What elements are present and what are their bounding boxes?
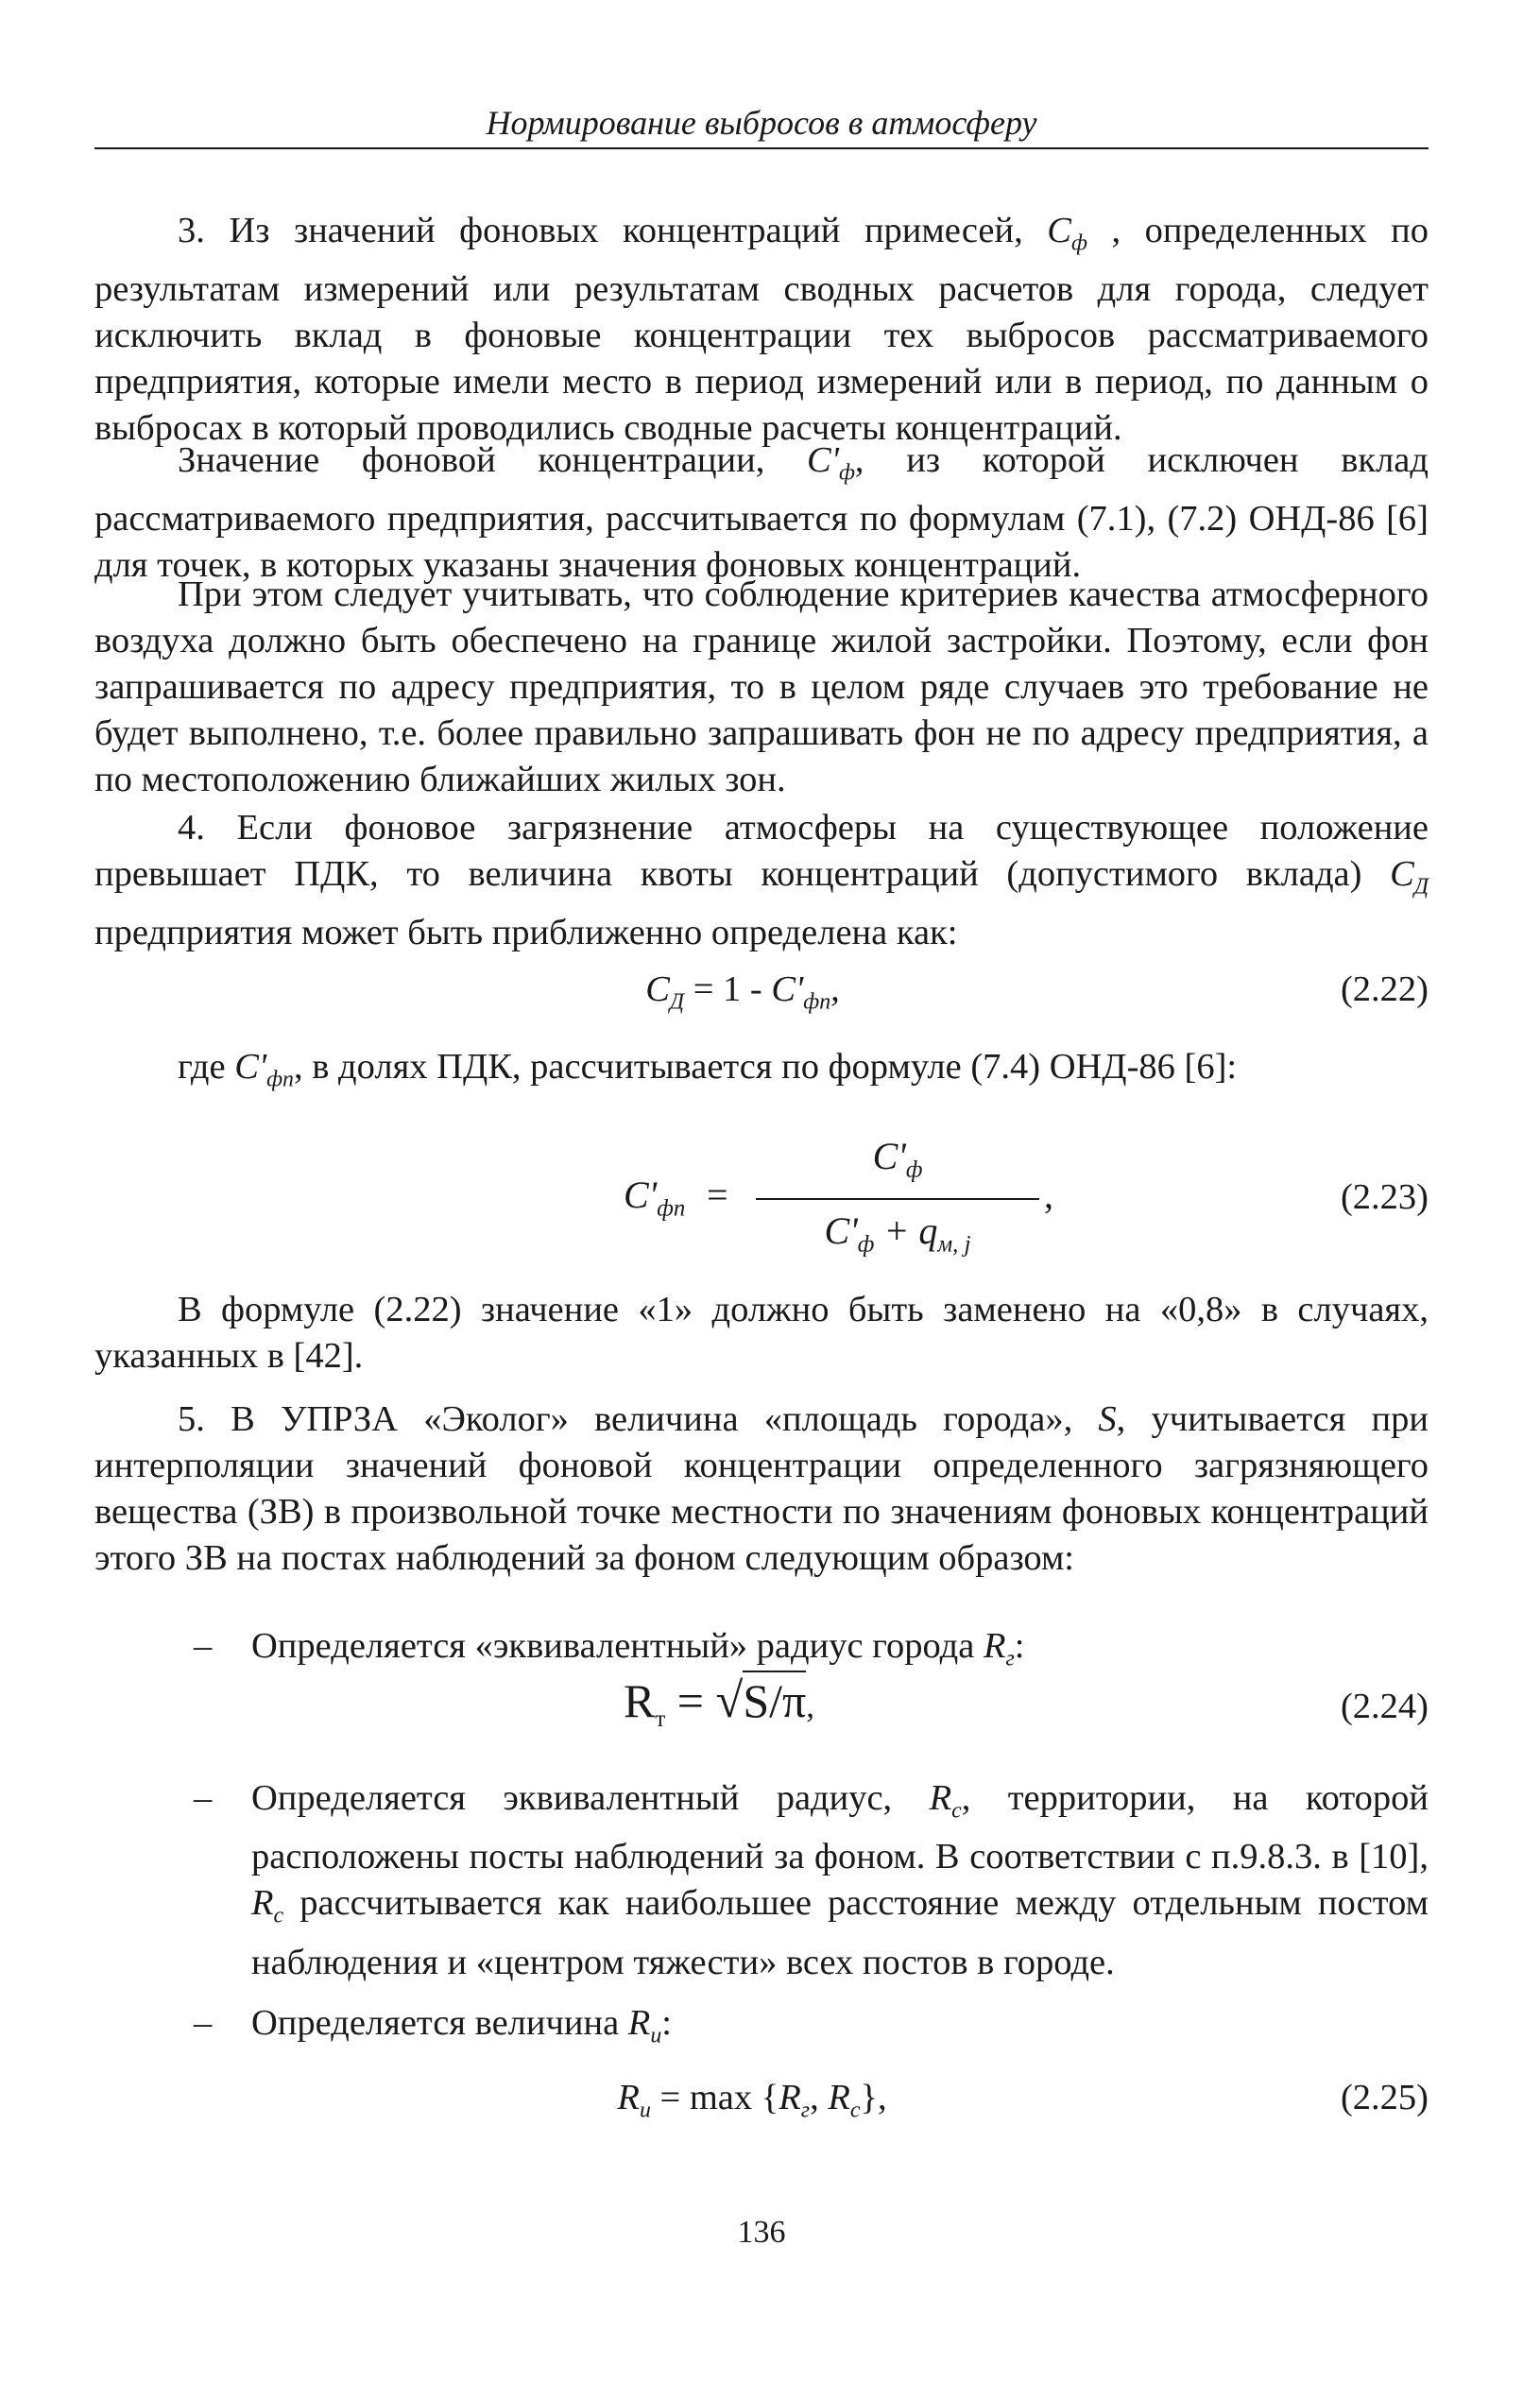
symbol-r: R	[624, 1674, 656, 1727]
paragraph-criteria: При этом следует учитывать, что соблюдение критериев качества атмосферного воздуха должно быть обеспечено на границе жилой застройки. Поэтому, если фон запрашивается по адресу предприятия, то в целом ряде случаев это требование не будет выполнено, т.е. более правильно запрашивать фон не по адресу предприятия, а по местоположению ближайших жилых зон.	[94, 574, 1429, 799]
symbol-r: R	[251, 1883, 274, 1924]
symbol-r: R	[617, 2078, 640, 2117]
subscript: фп	[657, 1195, 686, 1222]
text-run: предприятия может быть приближенно определена как:	[94, 913, 958, 953]
text-run: где	[178, 1047, 235, 1087]
symbol-c-prime: C'	[872, 1135, 906, 1177]
symbol-c: C	[645, 969, 670, 1009]
subscript: с	[273, 1903, 284, 1928]
list-dash: –	[194, 1626, 213, 1666]
equation-number: (2.22)	[1340, 969, 1429, 1009]
paragraph-4	[94, 805, 1429, 956]
symbol-r: R	[828, 2078, 850, 2117]
text-run: 5. В УПРЗА «Эколог» величина «площадь города»,	[178, 1399, 1099, 1439]
sqrt-icon: √	[715, 1673, 744, 1728]
equation-number: (2.23)	[1340, 1177, 1429, 1217]
symbol-c: C	[1390, 854, 1414, 894]
subscript: ф	[1070, 231, 1087, 256]
fraction-denominator	[756, 1208, 1039, 1259]
radicand: S/π	[743, 1671, 806, 1727]
formula-2-25: $R_и = \max \{R_г$, $R_с$}, (2.25)	[617, 2078, 1429, 2123]
paragraph-5	[94, 1397, 1429, 1582]
subscript: с	[849, 2098, 861, 2123]
list-item-text	[251, 1775, 1429, 1986]
formula-operator: = max {	[650, 2078, 779, 2117]
symbol-r: R	[929, 1778, 952, 1818]
subscript: Д	[669, 989, 685, 1015]
list-item	[94, 2000, 1429, 2048]
text-run: Определяется величина	[251, 2003, 628, 2043]
formula-2-24	[94, 1672, 1429, 1739]
subscript: г	[1005, 1646, 1015, 1671]
text-run: , территории, на которой расположены посты наблюдений за фоном. В соответствии с п.9.8.3. в [10],	[251, 1778, 1429, 1877]
paragraph-where	[178, 1044, 1429, 1103]
formula-operator: =	[665, 1674, 716, 1727]
fraction-lhs	[624, 1173, 685, 1223]
formula-punct: },	[860, 2078, 887, 2117]
text-run: 3. Из значений фоновых концентраций примесей,	[178, 211, 1048, 250]
text-run: Значение фоновой концентрации,	[178, 440, 808, 480]
text-run: 4. Если фоновое загрязнение атмосферы на существующее положение превышает ПДК, то величина квоты концентраций (допустимого вклада)	[94, 808, 1429, 894]
paragraph-formula-note: В формуле (2.22) значение «1» должно быть заменено на «0,8» в случаях, указанных в [42].	[94, 1290, 1429, 1376]
formula-2-24-body	[624, 1672, 814, 1733]
subscript: фп	[803, 989, 831, 1015]
equation-number: (2.25)	[1340, 2078, 1429, 2117]
paragraph-background-value	[94, 437, 1429, 589]
symbol-c-prime: C'	[234, 1047, 267, 1087]
formula-2-23	[94, 1129, 1429, 1271]
symbol-s: S	[1098, 1399, 1117, 1439]
subscript: ф	[838, 460, 855, 486]
list-item	[94, 1775, 1429, 1982]
symbol-c-prime: C'	[807, 440, 839, 480]
subscript: ф	[905, 1157, 923, 1183]
fraction-bar	[756, 1198, 1039, 1200]
symbol-c-prime: C'	[771, 969, 804, 1009]
symbol-r: R	[983, 1626, 1006, 1666]
subscript: фп	[266, 1067, 294, 1092]
formula-2-22	[94, 968, 1429, 1025]
symbol-c: C	[1047, 211, 1071, 250]
subscript: м, j	[937, 1231, 971, 1258]
list-dash: –	[194, 1778, 213, 1818]
symbol-r: R	[779, 2078, 801, 2117]
text-run: , определенных по результатам измерений или результатам сводных расчетов для города, следует исключить вклад в фоновые концентрации тех выбросов рассматриваемого предприятия, которые имели место в период измерений или в период, по данным о выбросах в который проводились сводные расчеты концентраций.	[94, 211, 1429, 449]
page-number: 136	[737, 2215, 786, 2250]
subscript: Д	[1413, 874, 1429, 900]
symbol-c-prime: C'	[624, 1174, 658, 1216]
list-item	[94, 1623, 1429, 1671]
fraction-numerator	[756, 1134, 1039, 1184]
text-run: Определяется «эквивалентный» радиус города	[251, 1626, 984, 1666]
symbol-c-prime: C'	[824, 1209, 858, 1252]
text-run: , в долях ПДК, рассчитывается по формуле (7.4) ОНД-86 [6]:	[293, 1047, 1238, 1087]
formula-punct: ,	[806, 1688, 815, 1724]
subscript: с	[951, 1798, 962, 1824]
formula-punct: ,	[1044, 1174, 1053, 1216]
text-run: , учитывается при интерполяции значений фоновой концентрации определенного загрязняющего вещества (ЗВ) в произвольной точке местности по значениям фоновых концентраций этого ЗВ на постах наблюдений за фоном следующим образом:	[94, 1399, 1429, 1578]
formula-operator: = 1 -	[684, 969, 772, 1009]
formula-punct: ,	[830, 969, 840, 1009]
list-dash: –	[194, 2003, 213, 2043]
equation-number: (2.24)	[1340, 1687, 1429, 1726]
subscript: и	[650, 2023, 662, 2048]
text-run: Определяется эквивалентный радиус,	[251, 1778, 930, 1818]
formula-operator: =	[707, 1174, 728, 1216]
text-run: :	[1014, 1626, 1025, 1666]
formula-operator: + q	[874, 1209, 938, 1252]
header-rule	[94, 147, 1429, 149]
text-run: :	[661, 2003, 672, 2043]
symbol-r: R	[627, 2003, 651, 2043]
subscript: и	[639, 2098, 651, 2123]
subscript: г	[800, 2098, 811, 2123]
list-item-text	[251, 2000, 1429, 2059]
text-run: , из которой исключен вклад рассматриваемого предприятия, рассчитывается по формулам (7.1), (7.2) ОНД-86 [6] для точек, в которых указаны значения фоновых концентраций.	[94, 440, 1429, 586]
text-run: рассчитывается как наибольшее расстояние между отдельным постом наблюдения и «центром тяжести» всех постов в городе.	[251, 1883, 1429, 1982]
paragraph-3	[94, 208, 1429, 452]
subscript: ф	[857, 1231, 875, 1258]
subscript: т	[655, 1706, 666, 1732]
running-header: Нормирование выбросов в атмосферу	[486, 104, 1037, 142]
